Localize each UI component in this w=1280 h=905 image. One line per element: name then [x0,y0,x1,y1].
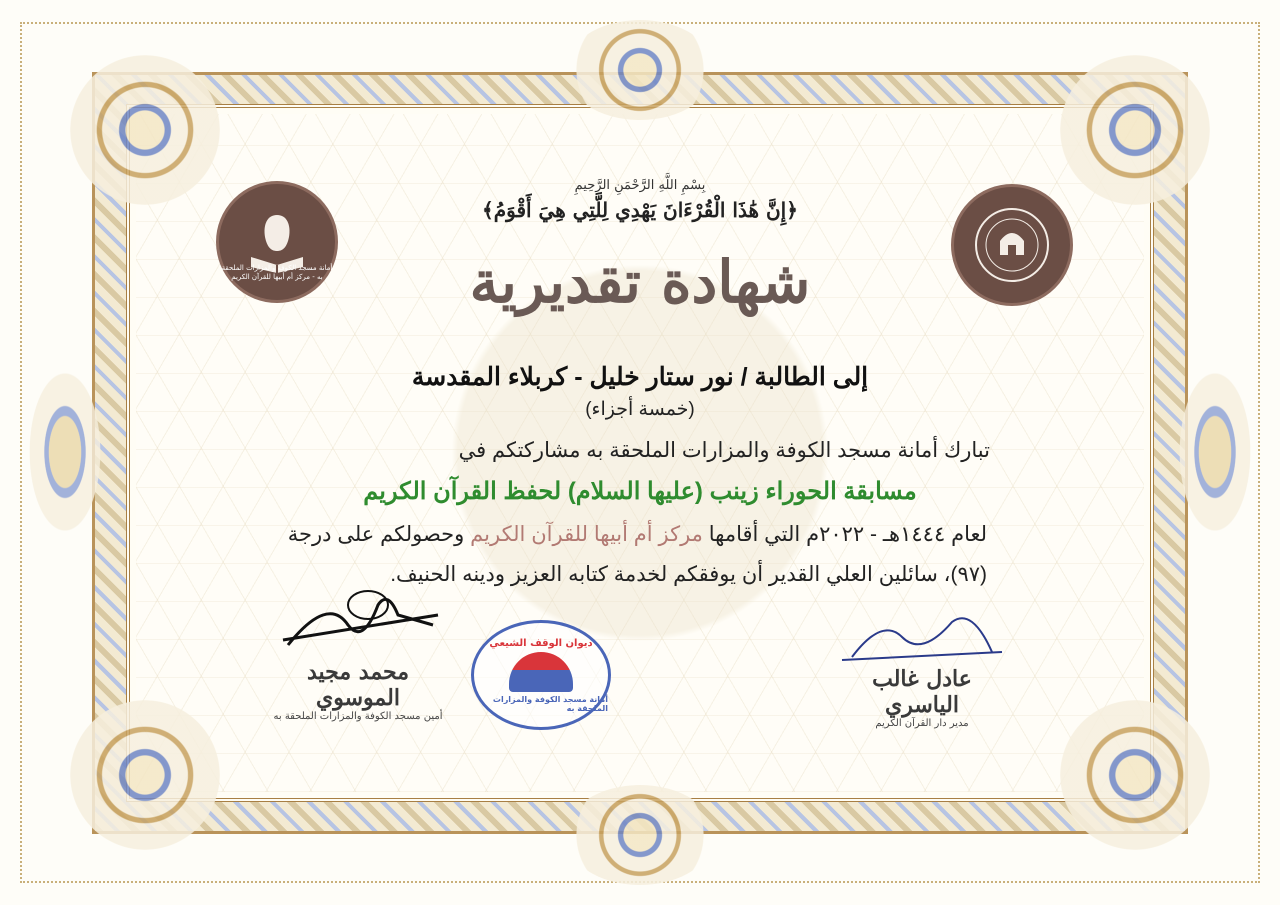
body-line-3: (٩٧)، سائلين العلي القدير أن يوفقكم لخدمة كتابه العزيز ودينه الحنيف. [390,563,987,586]
corner-ornament-bottom-left [70,700,220,850]
signatory-left-title: أمين مسجد الكوفة والمزارات الملحقة به [273,711,443,722]
corner-ornament-bottom-right [1060,700,1210,850]
basmala: بِسْمِ اللَّهِ الرَّحْمَنِ الرَّحِيمِ [574,178,706,193]
signatory-left-name: محمد مجيد الموسوي [306,659,410,711]
handwritten-signature-right [832,612,1012,662]
certificate-title: شهادة تقديرية [469,248,811,316]
bottom-center-ornament [565,785,715,885]
official-stamp [471,620,611,730]
logo-left-caption: أمانة مسجد الكوفة والمزارات الملحقة به - مركز أم أبيها للقرآن الكريم [221,264,333,281]
top-center-ornament [565,20,715,120]
competition-name: مسابقة الحوراء زينب (عليها السلام) لحفظ القرآن الكريم [363,478,917,505]
recipient-line: إلى الطالبة / نور ستار خليل - كربلاء المقدسة [411,363,869,391]
center-name: مركز أم أبيها للقرآن الكريم [470,523,703,546]
body-line-2 [288,522,987,547]
handwritten-signature-left [268,585,448,655]
body-line-2-start: لعام ١٤٤٤هـ - ٢٠٢٢م التي أقامها [708,523,987,546]
signatory-right-name: عادل غالب الياسري [872,666,972,718]
dome-icon [509,652,573,692]
signature-right [832,612,1012,729]
signature-left [268,585,448,722]
stamp-top-text: ديوان الوقف الشيعي [489,637,593,649]
signatory-right-title: مدير دار القرآن الكريم [875,718,969,729]
stamp-bottom-text: أمانة مسجد الكوفة والمزارات الملحقة به [492,694,608,713]
body-line-2-end: وحصولكم على درجة [287,523,465,546]
quran-verse: ﴿إِنَّ هَٰذَا الْقُرْءَانَ يَهْدِي لِلَّتِي هِيَ أَقْوَمُ﴾ [482,198,798,222]
parts-count: (خمسة أجزاء) [585,399,695,420]
body-line-1: تبارك أمانة مسجد الكوفة والمزارات الملحقة به مشاركتكم في [458,439,990,462]
